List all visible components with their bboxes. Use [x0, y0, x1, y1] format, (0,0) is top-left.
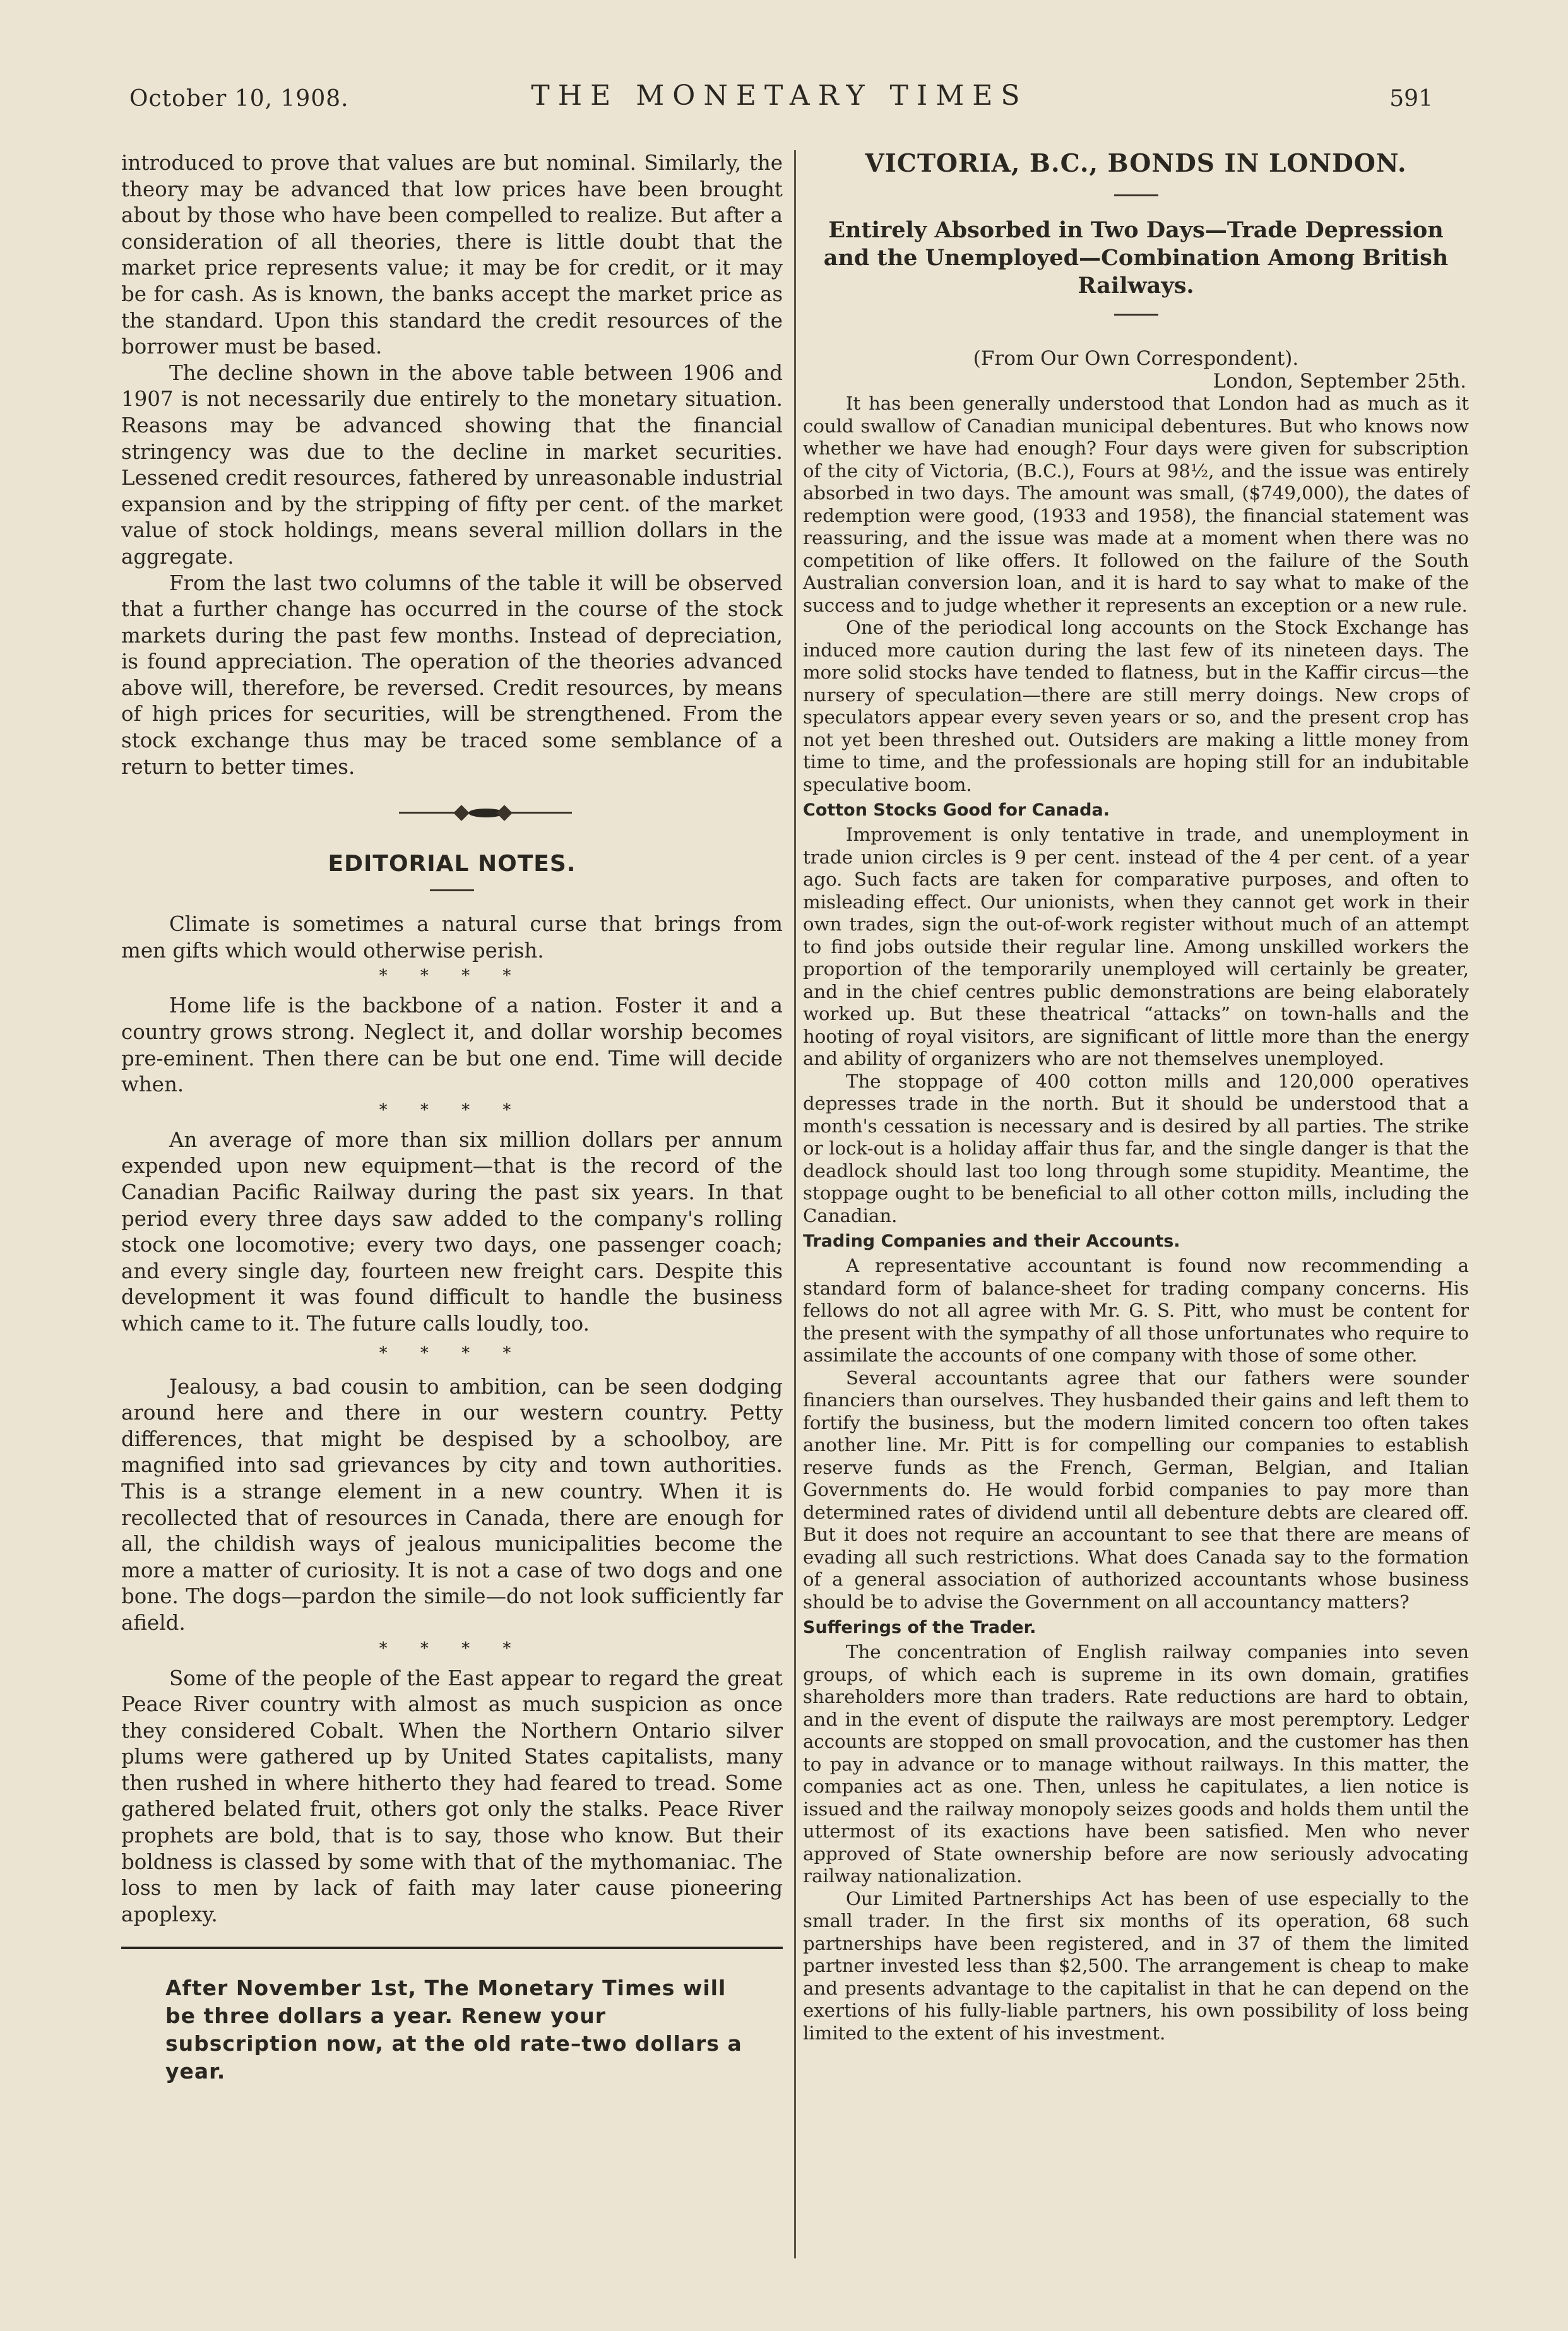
editorial-title: EDITORIAL NOTES. [328, 851, 576, 877]
masthead: THE MONETARY TIMES [531, 80, 1028, 112]
column-divider [794, 150, 796, 2258]
paragraph: Our Limited Partnerships Act has been of use especially to the small trader. In the first six months of its operation, 68 such partnerships have been registered, and in 37 of them the limited partner invested less than $2,500. The arrangement is cheap to make and presents advantage to the capitalist in that he can depend on the exertions of his fully-liable partners, his own possibility of loss being limited to the extent of his investment. [803, 1887, 1469, 2044]
section-heading: Trading Companies and their Accounts. [803, 1231, 1180, 1251]
article-continuation [121, 150, 783, 780]
notice-rule [121, 1947, 783, 1949]
paragraph: The concentration of English railway companies into seven groups, of which each is supreme in its own domain, gratifies shareholders more than traders. Rate reductions are hard to obtain, and in the event of dispute the railways are most peremptory. Ledger accounts are stopped on small provocation, and the customer has then to pay in advance or to manage without railways. In this matter, the companies act as one. Then, unless he capitulates, a lien notice is issued and the railway monopoly seizes goods and holds them until the uttermost of its exactions have been satisfied. Men who never approved of State ownership before are now seriously advocating railway nationalization. [803, 1641, 1469, 1887]
subscription-notice: After November 1st, The Monetary Times will be three dollars a year. Renew your subscription now, at the old rate–two dollars a year. [165, 1976, 742, 2084]
editorial-note: Climate is sometimes a natural curse that brings from men gifts which would otherwise perish. [121, 912, 783, 963]
title-rule [430, 889, 474, 891]
article-title: VICTORIA, B.C., BONDS IN LONDON. [865, 149, 1407, 178]
editorial-note: Jealousy, a bad cousin to ambition, can be seen dodging around here and there in our western country. Petty differences, that might be despised by a schoolboy, are magnified into sad grievances by city and town authorities. This is a strange element in a new country. When it is recollected that of resources in Canada, there are enough for all, the childish ways of jealous municipalities become the more a matter of curiosity. It is not a case of two dogs and one bone. The dogs—pardon the simile—do not look sufficiently far afield. [121, 1374, 783, 1635]
section-heading: Cotton Stocks Good for Canada. [803, 800, 1110, 820]
paragraph: It has been generally understood that London had as much as it could swallow of Canadian municipal debentures. But who knows now whether we have had enough? Four days were given for subscription of the city of Victoria, (B.C.), Fours at 98½, and the issue was entirely absorbed in two days. The amount was small, ($749,000), the dates of redemption were good, (1933 and 1958), the financial statement was reassuring, and the issue was made at a moment when there was no competition of like offers. It followed on the failure of the South Australian conversion loan, and it is hard to say what to make of the success and to judge whether it represents an exception or a new rule. [803, 393, 1469, 616]
note-separator: * * * * [379, 1100, 525, 1120]
editorial-note: Some of the people of the East appear to regard the great Peace River country with almost as much suspicion as once they considered Cobalt. When the Northern Ontario silver plums were gathered up by United States capitalists, many then rushed in where hitherto they had feared to tread. Some gathered belated fruit, others got only the stalks. Peace River prophets are bold, that is to say, those who know. But their boldness is classed by some with that of the mythomaniac. The loss to men by lack of faith may later cause pioneering apoplexy. [121, 1666, 783, 1926]
paragraph: Improvement is only tentative in trade, and unemployment in trade union circles is 9 per cent. instead of the 4 per cent. of a year ago. Such facts are taken for comparative purposes, and often to misleading effect. Our unionists, when they cannot get work in their own trades, sign the out-of-work register without much of an attempt to find jobs outside their regular line. Among unskilled workers the proportion of the temporarily unemployed will certainly be greater, and in the chief centres public demonstrations are being elaborately worked up. But these theatrical “attacks” on town-halls and the hooting of royal visitors, are significant of little more than the energy and ability of organizers who are not themselves unemployed. [803, 824, 1469, 1069]
paragraph: The stoppage of 400 cotton mills and 120,000 operatives depresses trade in the north. But it should be understood that a month's cessation is necessary and is desired by all parties. The strike or lock-out is a holiday affair thus far, and the single danger is that the deadlock should last too long through some stupidity. Meantime, the stoppage ought to be beneficial to all other cotton mills, including the Canadian. [803, 1070, 1469, 1226]
page-number: 591 [1389, 86, 1433, 112]
correspondent-credit: (From Our Own Correspondent). [973, 347, 1299, 370]
issue-date: October 10, 1908. [129, 86, 349, 112]
paragraph: From the last two columns of the table it will be observed that a further change has occurred in the course of the stock markets during the past few months. Instead of depreciation, is found appreciation. The operation of the theories advanced above will, therefore, be reversed. Credit resources, by means of high prices for securities, will be strengthened. From the stock exchange thus may be traced some semblance of a return to better times. [121, 571, 783, 779]
section-ornament [121, 790, 783, 834]
section-heading: Sufferings of the Trader. [803, 1618, 1036, 1637]
right-column [803, 144, 1469, 2044]
running-header [126, 74, 1433, 119]
editorial-note: An average of more than six million dollars per annum expended upon new equipment—that is the record of the Canadian Pacific Railway during the past six years. In that period every three days saw added to the company's rolling stock one locomotive; every two days, one passenger coach; and every single day, fourteen new freight cars. Despite this development it was found difficult to handle the business which came to it. The future calls loudly, too. [121, 1127, 783, 1336]
left-column [121, 150, 783, 2085]
editorial-notes [121, 911, 783, 1928]
paragraph: Several accountants agree that our fathers were sounder financiers than ourselves. They husbanded their gains and left them to fortify the business, but the modern limited concern too often takes another line. Mr. Pitt is for compelling our companies to establish reserve funds as the French, German, Belgian, and Italian Governments do. He would forbid companies to pay more than determined rates of dividend until all debenture debts are cleared off. But it does not require an accountant to see that there are means of evading all such restrictions. What does Canada say to the formation of a general association of authorized accountants whose business should be to advise the Government on all accountancy matters? [803, 1367, 1469, 1613]
paragraph: introduced to prove that values are but nominal. Similarly, the theory may be advanced that low prices have been brought about by those who have been compelled to realize. But after a consideration of all theories, there is little doubt that the market price represents value; it may be for credit, or it may be for cash. As is known, the banks accept the market price as the standard. Upon this standard the credit resources of the borrower must be based. [121, 151, 783, 359]
article-body [803, 393, 1469, 2044]
article-subtitle: Entirely Absorbed in Two Days—Trade Depression and the Unemployed—Combination Among British Railways. [823, 217, 1449, 299]
note-separator: * * * * [379, 1639, 525, 1658]
paragraph: The decline shown in the above table between 1906 and 1907 is not necessarily due entirely to the monetary situation. Reasons may be advanced showing that the financial stringency was due to the decline in market securities. Lessened credit resources, fathered by unreasonable industrial expansion and by the stripping of fifty per cent. of the market value of stock holdings, means several million dollars in the aggregate. [121, 360, 783, 569]
note-separator: * * * * [379, 1343, 525, 1363]
paragraph: One of the periodical long accounts on the Stock Exchange has induced more caution during the last few of its nineteen days. The more solid stocks have tended to flatness, but in the Kaffir circus—the nursery of speculation—there are still merry doings. New crops of speculators appear every seven years or so, and the present crop has not yet been threshed out. Outsiders are making a little money from time to time, and the professionals are hoping still for an indubitable speculative boom. [803, 617, 1469, 795]
note-separator: * * * * [379, 966, 525, 986]
dateline: London, September 25th. [1213, 370, 1466, 393]
editorial-note: Home life is the backbone of a nation. Foster it and a country grows strong. Neglect it, and dollar worship becomes pre-eminent. Then there can be but one end. Time will decide when. [121, 993, 783, 1097]
title-rule [1114, 194, 1158, 196]
subtitle-rule [1114, 314, 1158, 316]
paragraph: A representative accountant is found now recommending a standard form of balance-sheet for trading company concerns. His fellows do not all agree with Mr. G. S. Pitt, who must be content for the present with the sympathy of all those unfortunates who require to assimilate the accounts of one company with those of some other. [803, 1255, 1469, 1366]
